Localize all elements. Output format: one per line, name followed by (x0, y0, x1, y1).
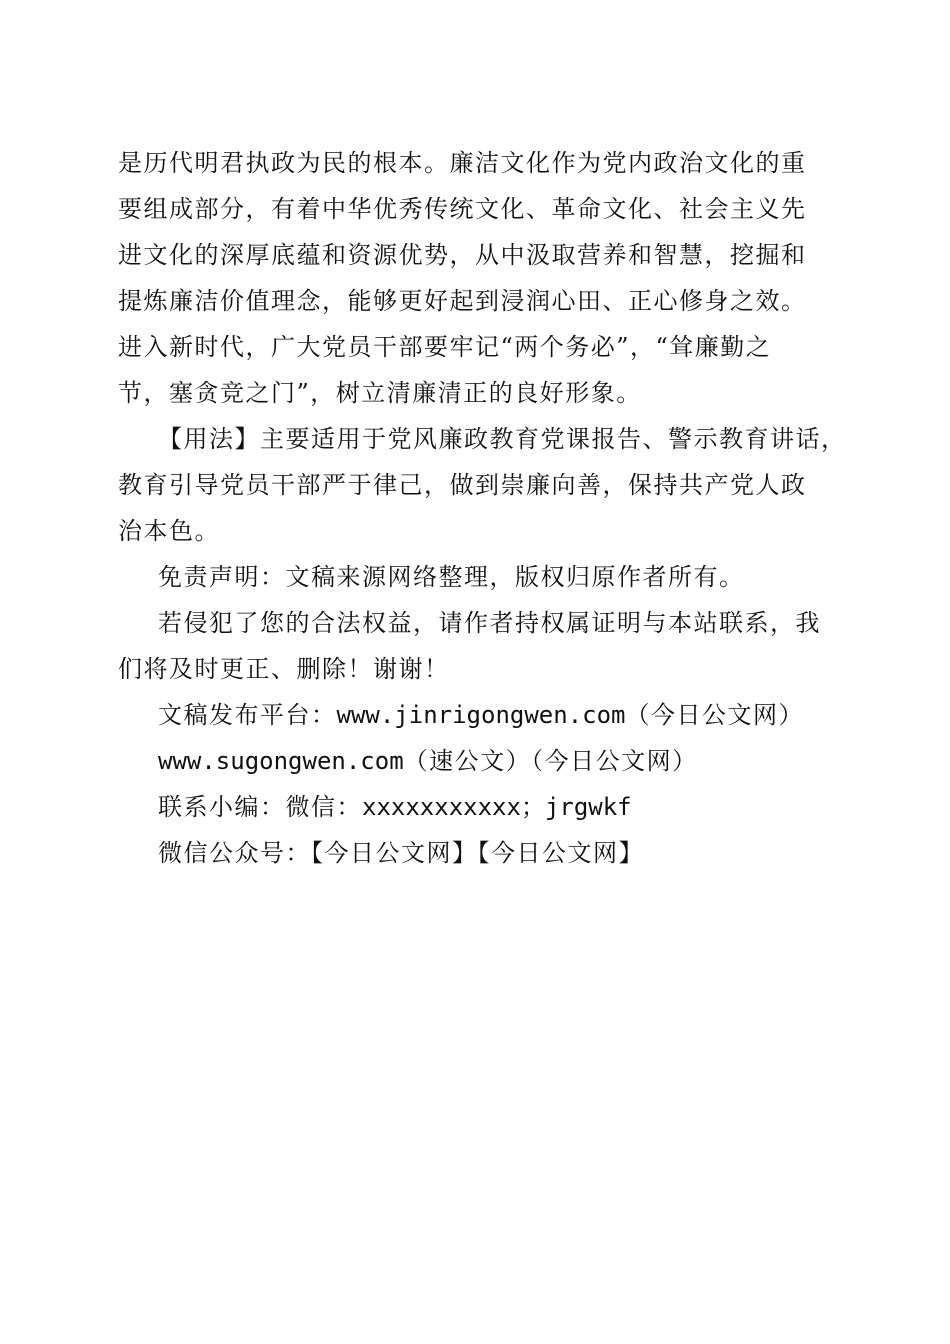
text-line: 们将及时更正、删除！谢谢！ (118, 655, 450, 683)
platform-secondary-line (118, 738, 830, 784)
contact-label: 联系小编：微信： (158, 793, 362, 821)
text-line: 若侵犯了您的合法权益，请作者持权属证明与本站联系，我 (158, 609, 821, 637)
text-line: 是历代明君执政为民的根本。廉洁文化作为党内政治文化的重 (118, 149, 807, 177)
text-line: 【用法】主要适用于党风廉政教育党课报告、警示教育讲话， (158, 425, 847, 453)
official-account-label: 微信公众号： (158, 839, 311, 867)
text-line: 进文化的深厚底蕴和资源优势，从中汲取营养和智慧，挖掘和 (118, 241, 807, 269)
paragraph-infringement-notice (118, 600, 830, 692)
document-body (118, 140, 847, 876)
platform-secondary-url-link[interactable]: www.sugongwen.com (158, 747, 404, 775)
contact-wechat-id: xxxxxxxxxxx；jrgwkf (362, 793, 632, 821)
text-line: 治本色。 (118, 517, 220, 545)
paragraph-platform (118, 692, 830, 738)
platform-label: 文稿发布平台： (158, 701, 337, 729)
disclaimer-text: 免责声明：文稿来源网络整理，版权归原作者所有。 (158, 563, 745, 591)
paragraph-official-account (118, 830, 830, 876)
text-line: 提炼廉洁价值理念，能够更好起到浸润心田、正心修身之效。 (118, 287, 807, 315)
official-account-line (118, 830, 830, 876)
paragraph-platform-secondary (118, 738, 830, 784)
text-line: 要组成部分，有着中华优秀传统文化、革命文化、社会主义先 (118, 195, 807, 223)
text-line: 教育引导党员干部严于律己，做到崇廉向善，保持共产党人政 (118, 471, 807, 499)
text-line: 节，塞贪竞之门”，树立清廉清正的良好形象。 (118, 379, 642, 407)
official-account-value: 【今日公文网】【今日公文网】 (311, 839, 644, 867)
paragraph-anti-corruption-culture (118, 140, 830, 416)
platform-note: （今日公文网） (625, 701, 804, 729)
paragraph-contact (118, 784, 830, 830)
platform-url-link[interactable]: www.jinrigongwen.com (336, 701, 626, 729)
text-line: 进入新时代，广大党员干部要牢记“两个务必”，“耸廉勤之 (118, 333, 772, 361)
contact-line (118, 784, 830, 830)
paragraph-disclaimer (118, 554, 830, 600)
paragraph-usage (118, 416, 847, 554)
platform-secondary-note: （速公文）（今日公文网） (403, 747, 698, 775)
platform-line (118, 692, 830, 738)
